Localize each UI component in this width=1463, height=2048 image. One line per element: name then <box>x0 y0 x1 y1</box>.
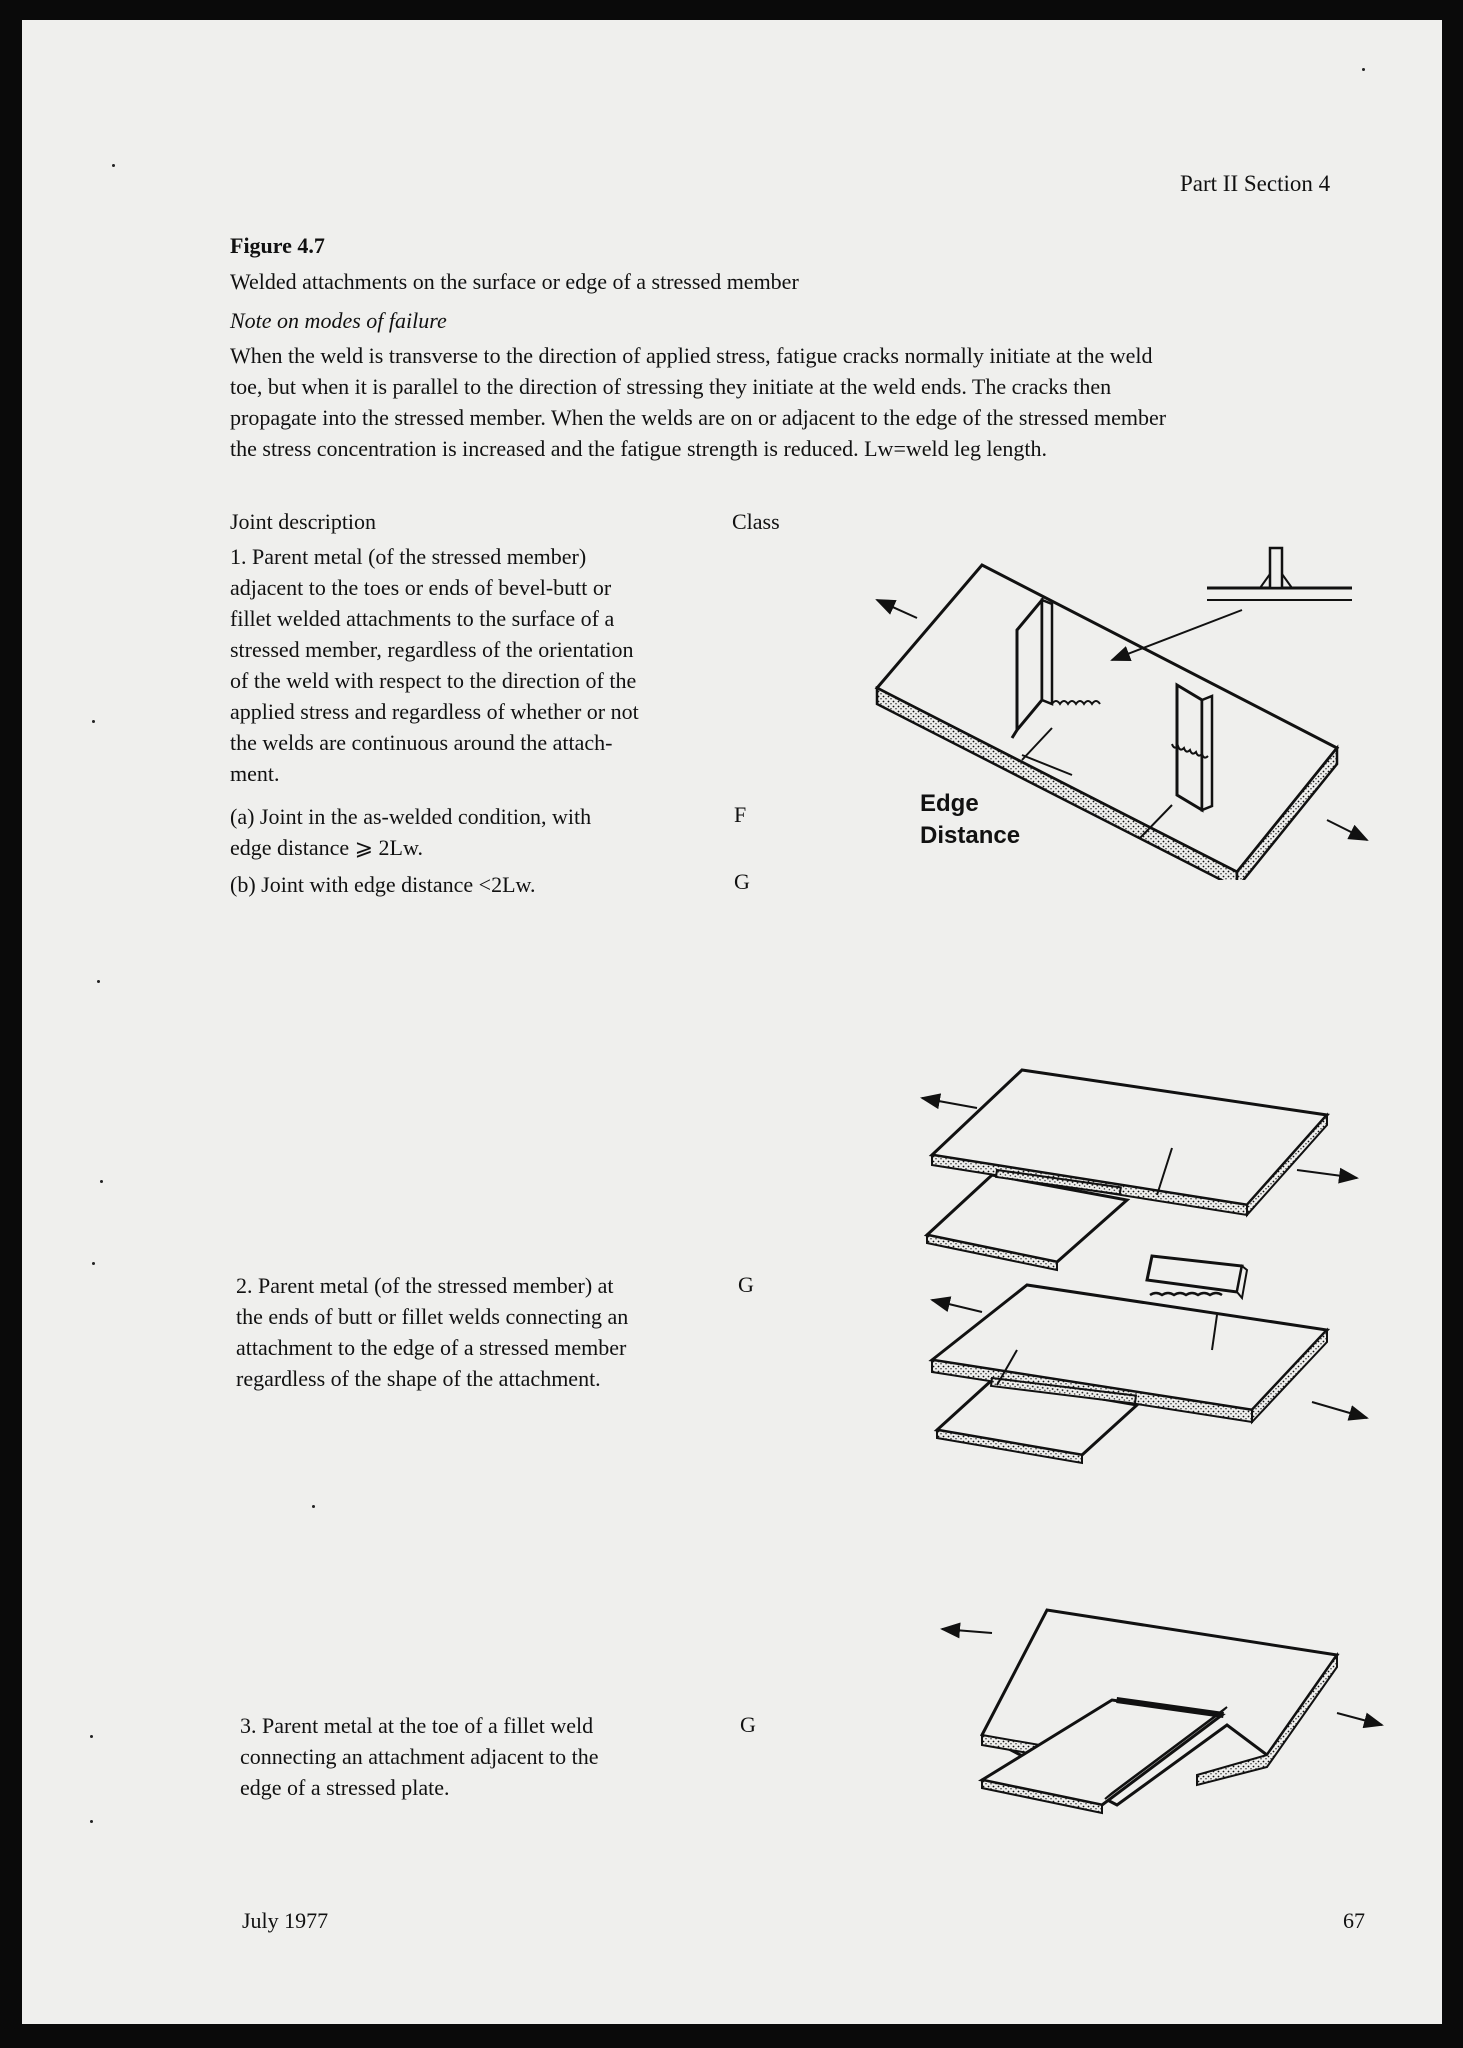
joint-1-description: 1. Parent metal (of the stressed member) adjacent to the toes or ends of bevel-butt or fillet welded attachments to the surface of a stressed member, regardless of the orientation of the weld with respect to the direction of the applied stress and regardless of whether or not the welds are continuous around the attach- ment. <box>230 544 639 786</box>
joint-2-class: G <box>738 1272 754 1297</box>
scan-speck <box>312 1505 315 1508</box>
figure-2b-edge-attachment-upstand <box>922 1250 1372 1470</box>
column-header-joint-description: Joint description <box>230 509 377 534</box>
scan-speck <box>97 980 100 983</box>
edge-distance-label: Edge Distance <box>920 790 1021 849</box>
note-heading: Note on modes of failure <box>230 308 447 333</box>
joint-1a-class: F <box>734 802 747 827</box>
scan-speck <box>90 1820 93 1823</box>
joint-1a-description: (a) Joint in the as-welded condition, with edge distance ⩾ 2Lw. <box>230 804 592 860</box>
joint-2-description: 2. Parent metal (of the stressed member) at the ends of butt or fillet welds connecting an attachment to the edge of a stressed member regardless of the shape of the attachment. <box>236 1273 629 1391</box>
joint-1b-description: (b) Joint with edge distance <2Lw. <box>230 872 536 897</box>
joint-3-class: G <box>740 1712 756 1737</box>
note-line: propagate into the stressed member. When the welds are on or adjacent to the edge of the stressed member <box>230 405 1167 430</box>
note-line: toe, but when it is parallel to the direction of stressing they initiate at the weld ends. The cracks then <box>230 374 1112 399</box>
scan-speck <box>1362 68 1365 71</box>
joint-1b-class: G <box>734 869 750 894</box>
document-page <box>22 20 1442 2024</box>
scan-speck <box>92 720 95 723</box>
note-line: the stress concentration is increased and the fatigue strength is reduced. Lw=weld leg length. <box>230 436 1047 461</box>
figure-title: Welded attachments on the surface or edge of a stressed member <box>230 269 799 294</box>
joint-3-description: 3. Parent metal at the toe of a fillet weld connecting an attachment adjacent to the edge of a stressed plate. <box>240 1713 599 1800</box>
page-number: 67 <box>1343 1908 1365 1933</box>
note-paragraph <box>230 340 1360 464</box>
column-header-class: Class <box>732 509 780 534</box>
scan-speck <box>112 164 115 167</box>
note-line: When the weld is transverse to the direction of applied stress, fatigue cracks normally initiate at the weld <box>230 343 1153 368</box>
figure-3-adjacent-attachment <box>937 1605 1387 1825</box>
scan-speck <box>100 1180 103 1183</box>
figure-2a-edge-attachment <box>917 1060 1367 1280</box>
figure-number: Figure 4.7 <box>230 233 325 258</box>
section-header: Part II Section 4 <box>1180 171 1331 196</box>
footer-date: July 1977 <box>242 1908 329 1933</box>
scan-speck <box>90 1735 93 1738</box>
scan-speck <box>92 1262 95 1265</box>
